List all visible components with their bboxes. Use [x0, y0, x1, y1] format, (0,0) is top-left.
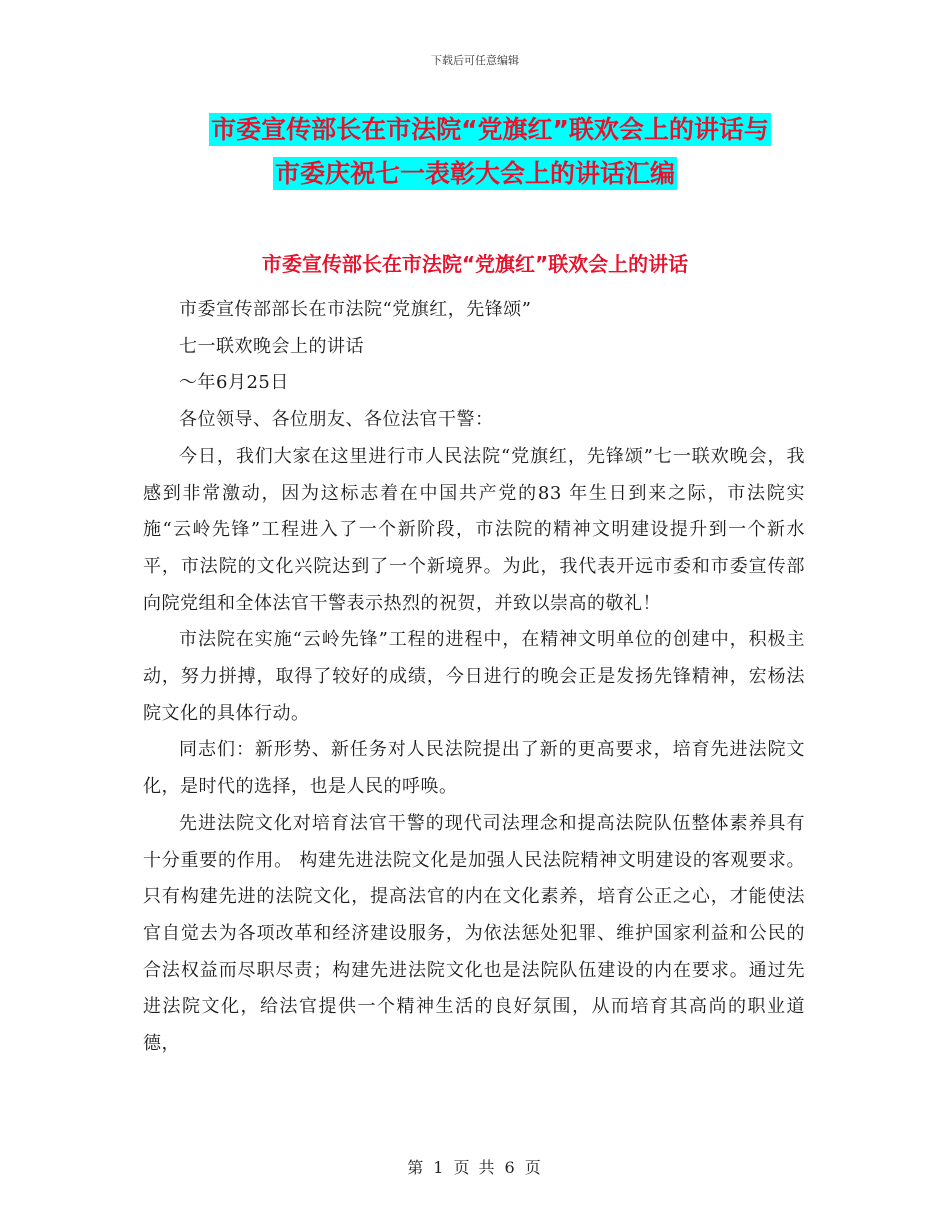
footer-mid: 页 共: [453, 1158, 497, 1177]
footer-prefix: 第: [407, 1158, 426, 1177]
paragraph: 先进法院文化对培育法官干警的现代司法理念和提高法院队伍整体素养具有十分重要的作用。 构建先进法院文化是加强人民法院精神文明建设的客观要求。只有构建先进的法院文化，提高法官的内在文化素养，培育公正之心，才能使法官自觉去为各项改革和经济建设服务，为依法惩处犯罪、维护国家利益和公民的合法权益而尽职尽责；构建先进法院文化也是法院队伍建设的内在要求。通过先进法院文化，给法官提供一个精神生活的良好氛围，从而培育其高尚的职业道德，: [143, 812, 805, 1055]
main-title-text-2: 市委庆祝七一表彰大会上的讲话汇编: [274, 159, 675, 188]
header-note: 下载后可任意编辑: [431, 54, 519, 67]
paragraph: 市法院在实施“云岭先锋”工程的进程中，在精神文明单位的创建中，积极主动，努力拼搏，取得了较好的成绩，今日进行的晚会正是发扬先锋精神，宏杨法院文化的具体行动。: [143, 629, 805, 724]
footer-total-pages: 6: [504, 1158, 517, 1177]
section-title: 市委宣传部长在市法院“党旗红”联欢会上的讲话: [261, 252, 689, 276]
paragraph: 同志们：新形势、新任务对人民法院提出了新的更高要求，培育先进法院文化，是时代的选择，也是人民的呼唤。: [143, 739, 805, 798]
page-footer: [0, 1155, 950, 1178]
footer-suffix: 页: [524, 1158, 543, 1177]
body-text: [143, 292, 805, 1063]
main-title-line-1: [0, 113, 950, 147]
main-title-line-2: [0, 157, 950, 191]
paragraph: 各位领导、各位朋友、各位法官干警：: [179, 409, 494, 431]
main-title-text-1: 市委宣传部长在市法院“党旗红”联欢会上的讲话与: [211, 115, 769, 144]
paragraph: ～年6月25日: [179, 372, 289, 394]
paragraph: 七一联欢晚会上的讲话: [179, 335, 364, 357]
paragraph: 今日，我们大家在这里进行市人民法院“党旗红，先锋颂”七一联欢晚会，我感到非常激动，因为这标志着在中国共产党的83 年生日到来之际，市法院实施“云岭先锋”工程进入了一个新阶段，市法院的精神文明建设提升到一个新水平，市法院的文化兴院达到了一个新境界。为此，我代表开远市委和市委宣传部向院党组和全体法官干警表示热烈的祝贺，并致以崇高的敬礼！: [143, 445, 805, 614]
paragraph: 市委宣传部部长在市法院“党旗红，先锋颂”: [179, 299, 532, 320]
footer-page-number: 1: [433, 1158, 446, 1177]
